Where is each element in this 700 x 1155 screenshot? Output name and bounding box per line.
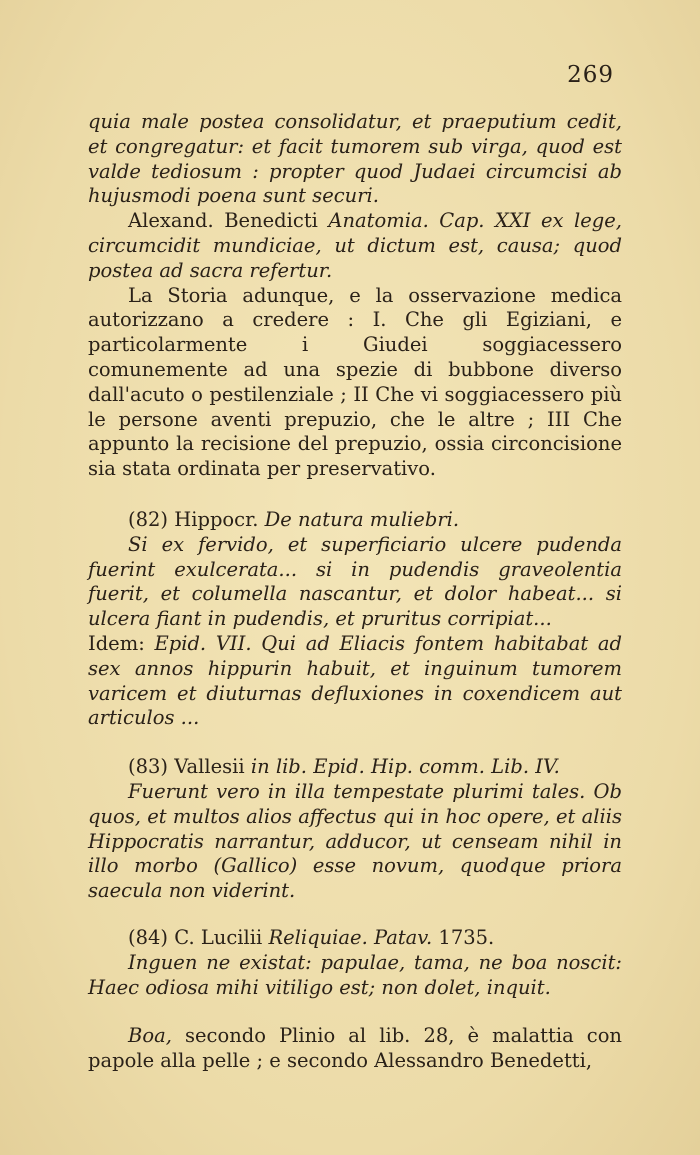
footnote-82-quote <box>88 533 622 632</box>
text-run: Si ex fervido, et superficiario ulcere pudenda fuerint exulcerata... si in pudendis graveolentia fuerit, et columella nascantur, et dolor habeat... si ulcera fiant in pudendis, et pruritus corripiat... <box>88 532 622 631</box>
page-body <box>88 110 622 1074</box>
footnote-82-idem <box>88 632 622 731</box>
paragraph-p2 <box>88 209 622 283</box>
text-run: (82) Hippocr. <box>128 507 265 531</box>
text-run: Fuerunt vero in illa tempestate plurimi tales. Ob quos, et multos alios affectus qui in hoc opere, et aliis Hippocratis narrantur, adducor, ut censeam nihil in illo morbo (Gallico) esse novum, quodque priora saecula non viderint. <box>88 779 622 903</box>
text-run: Idem: <box>88 631 155 655</box>
text-run: quia male postea consolidatur, et praeputium cedit, et congregatur: et facit tumorem sub virga, quod est valde tediosum : propter quod Judaei circumcisi ab hujusmodi poena sunt securi. <box>88 110 622 208</box>
text-run: Epid. VII. Qui ad Eliacis fontem habitabat ad sex annos hippurin habuit, et inguinum tumorem varicem et diuturnas defluxiones in coxendicem aut articulos ... <box>88 631 622 730</box>
text-run: Reliquiae. Patav. <box>268 925 439 949</box>
text-run: (83) Vallesii <box>128 755 251 779</box>
text-run: 1735. <box>438 925 495 949</box>
paragraph-p1 <box>88 110 622 209</box>
page-number: 269 <box>567 62 614 88</box>
text-run: secondo Plinio al lib. 28, è malattia con papole alla pelle ; e secondo Alessandro Benedetti, <box>88 1024 622 1073</box>
text-run: La Storia adunque, e la osservazione medica autorizzano a credere : I. Che gli Egiziani, e particolarmente i Giudei soggiacessero comunemente ad una spezie di bubbone diverso dall'acuto o pestilenziale ; II Che vi soggiacessero più le persone aventi prepuzio, che le altre ; III Che appunto la recisione del prepuzio, ossia circoncisione sia stata ordinata per preservativo. <box>88 283 622 481</box>
text-run: Anatomia. Cap. XXI ex lege, circumcidit mundiciae, ut dictum est, causa; quod postea ad sacra refertur. <box>88 209 622 282</box>
text-run: Inguen ne existat: papulae, tama, ne boa noscit: Haec odiosa mihi vitiligo est; non dolet, inquit. <box>88 950 622 999</box>
text-run: in lib. Epid. Hip. comm. Lib. IV. <box>250 755 560 779</box>
footnote-84-heading <box>88 926 622 951</box>
paragraph-boa <box>88 1024 622 1074</box>
footnote-84-verse <box>88 951 622 1001</box>
footnote-82-heading <box>88 508 622 533</box>
footnote-83-quote <box>88 780 622 904</box>
text-run: (84) C. Lucilii <box>128 925 269 949</box>
paragraph-p3 <box>88 284 622 482</box>
text-run: Boa, <box>128 1024 172 1048</box>
text-run: De natura muliebri. <box>264 507 460 531</box>
footnote-83-heading <box>88 755 622 780</box>
text-run: Alexand. Benedicti <box>128 209 329 233</box>
